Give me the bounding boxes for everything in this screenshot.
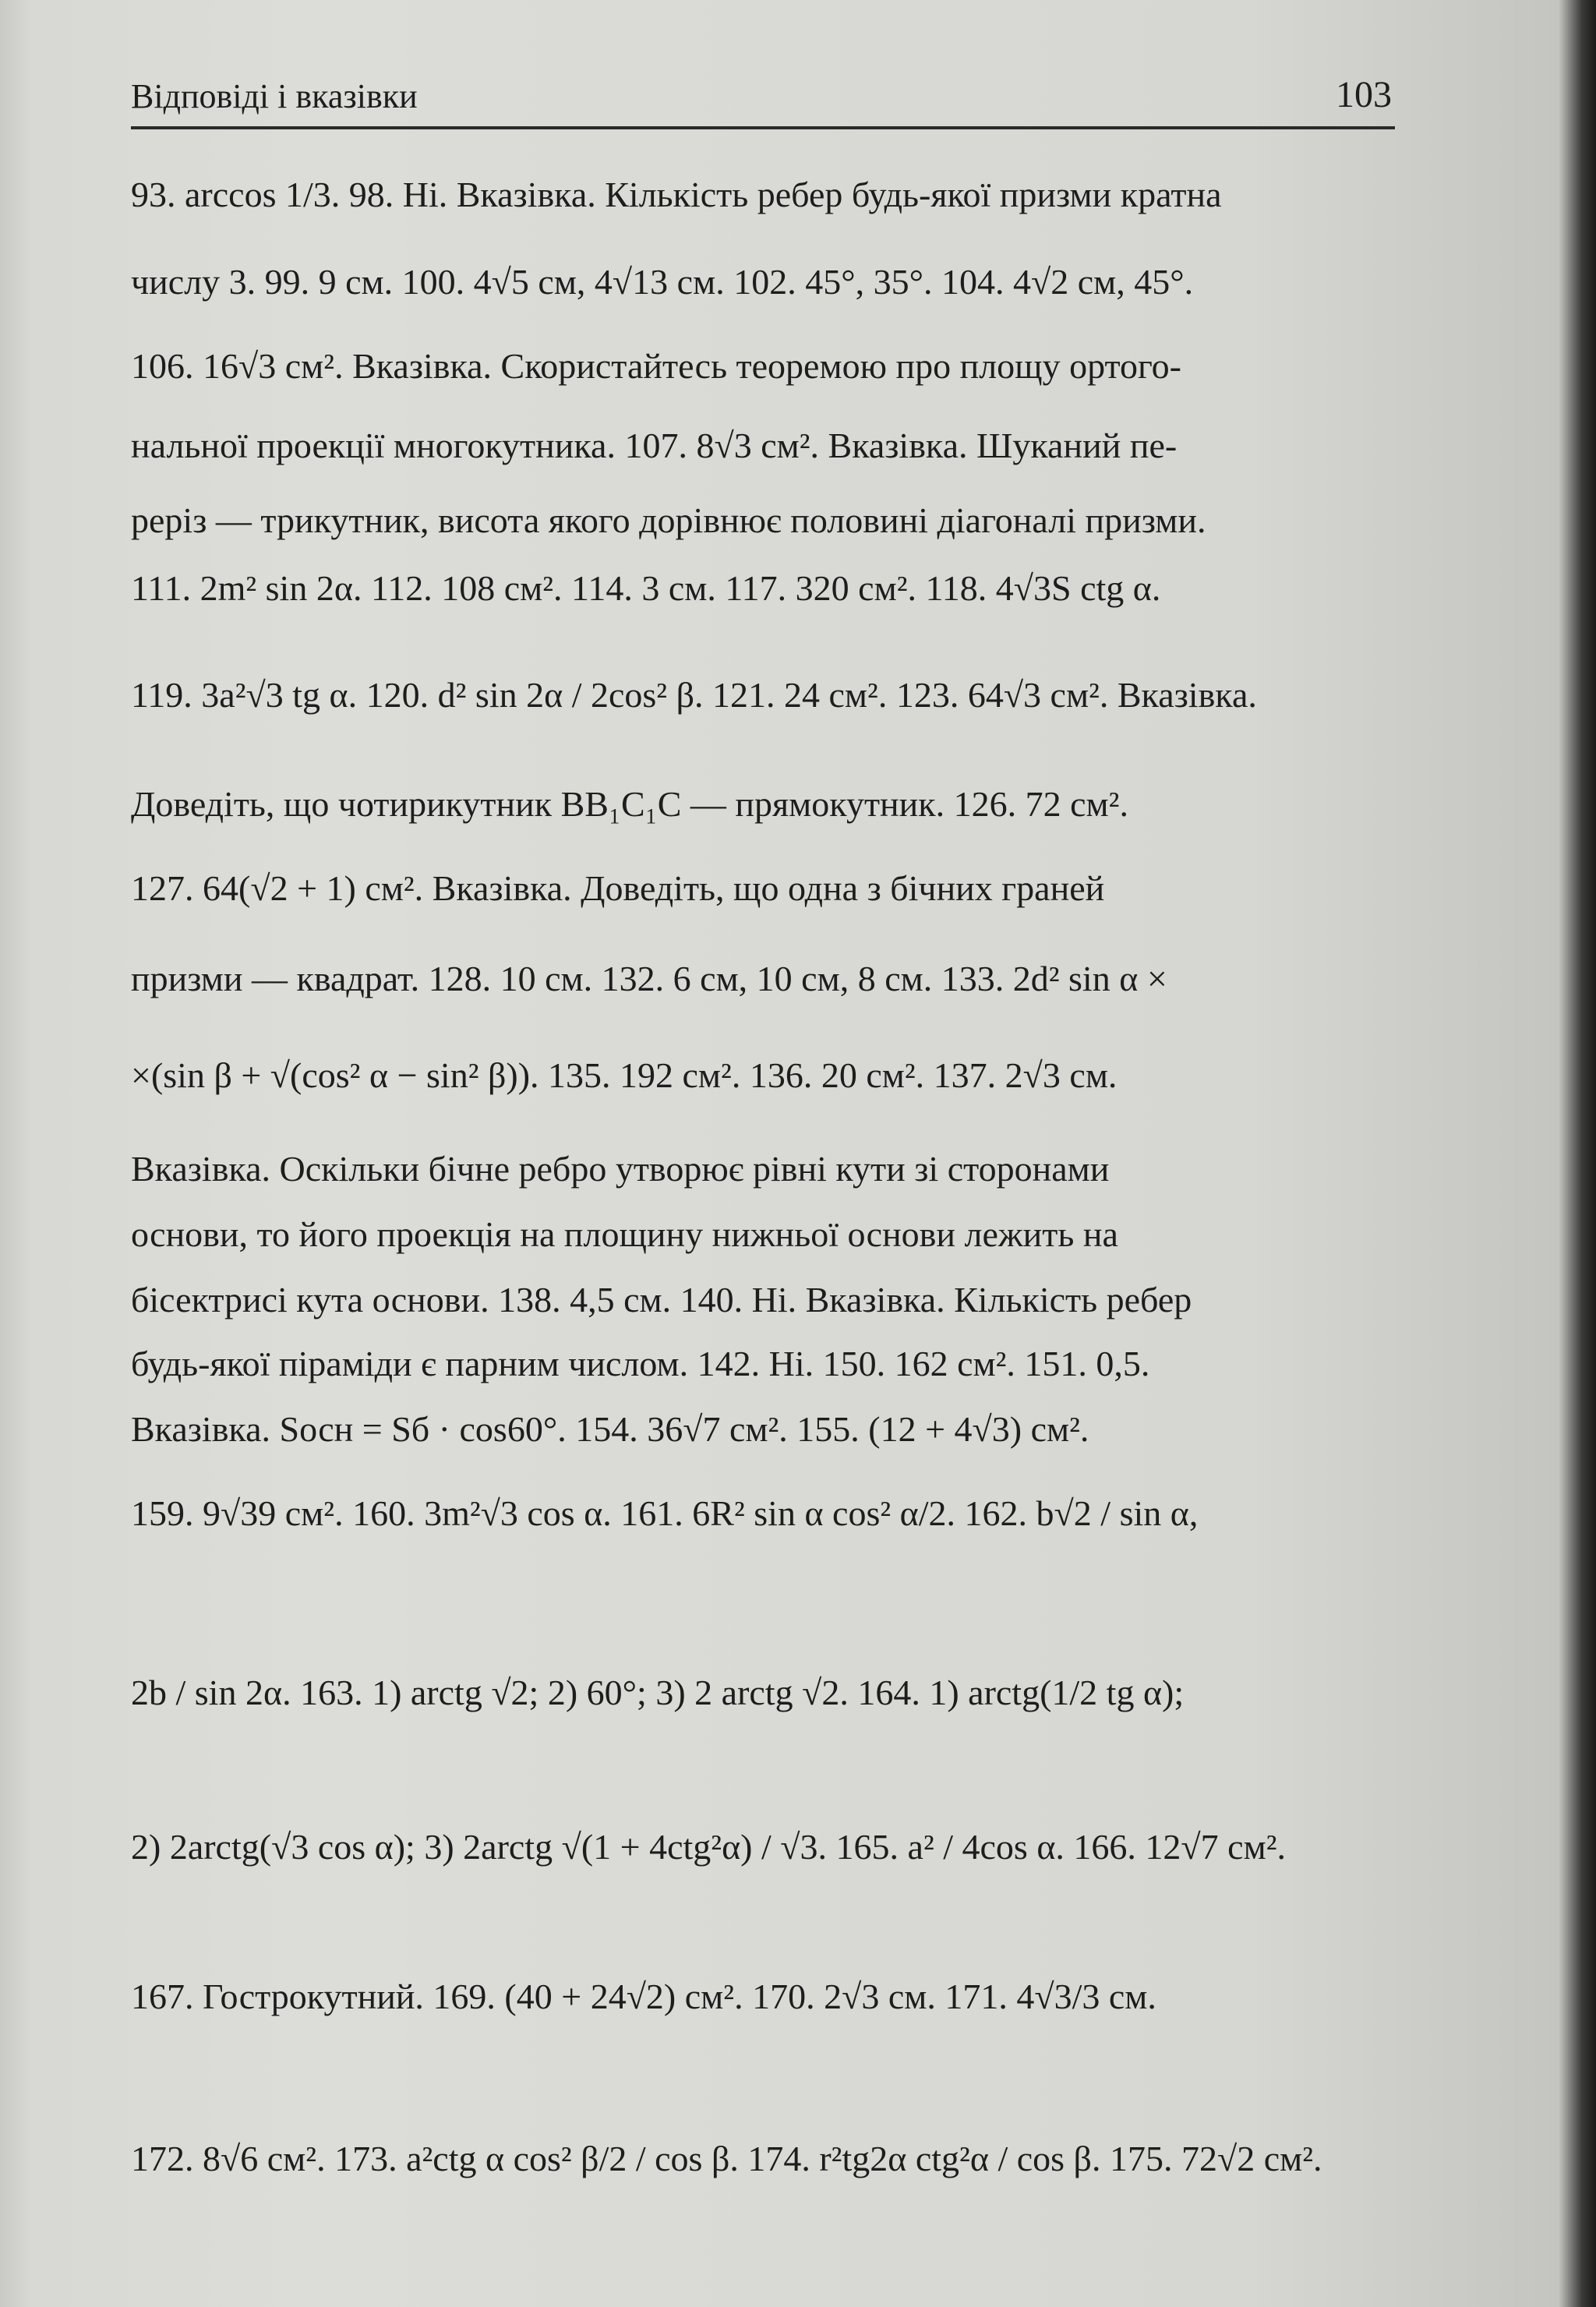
text-line-19: 2) 2arctg(√3 cos α); 3) 2arctg √(1 + 4ctg²α) / √3. 165. a² / 4cos α. 166. 12√7 см².	[131, 1827, 1286, 1867]
page-header	[131, 70, 1395, 129]
text-line-10: призми — квадрат. 128. 10 см. 132. 6 см, 10 см, 8 см. 133. 2d² sin α ×	[131, 959, 1167, 998]
page-number: 103	[1336, 74, 1392, 115]
text-line-3: 106. 16√3 см². Вказівка. Скористайтесь теоремою про площу ортого-	[131, 346, 1181, 386]
text-line-20: 167. Гострокутний. 169. (40 + 24√2) см². 170. 2√3 см. 171. 4√3/3 см.	[131, 1977, 1156, 2016]
text-line-6: 111. 2m² sin 2α. 112. 108 см². 114. 3 см. 117. 320 см². 118. 4√3S ctg α.	[131, 568, 1161, 608]
header-title: Відповіді і вказівки	[131, 77, 418, 115]
text-line-17: 159. 9√39 см². 160. 3m²√3 cos α. 161. 6R² sin α cos² α/2. 162. b√2 / sin α,	[131, 1493, 1199, 1533]
text-line-2: числу 3. 99. 9 см. 100. 4√5 см, 4√13 см. 102. 45°, 35°. 104. 4√2 см, 45°.	[131, 262, 1194, 302]
text-line-21: 172. 8√6 см². 173. a²ctg α cos² β/2 / cos β. 174. r²tg2α ctg²α / cos β. 175. 72√2 см².	[131, 2139, 1322, 2178]
text-line-14: бісектрисі кута основи. 138. 4,5 см. 140. Ні. Вказівка. Кількість ребер	[131, 1280, 1192, 1320]
text-line-1: 93. arccos 1/3. 98. Ні. Вказівка. Кількість ребер будь-якої призми кратна	[131, 175, 1222, 214]
text-line-7: 119. 3a²√3 tg α. 120. d² sin 2α / 2cos² β. 121. 24 см². 123. 64√3 см². Вказівка.	[131, 675, 1257, 715]
text-line-13: основи, то його проекція на площину нижньої основи лежить на	[131, 1214, 1118, 1254]
text-line-15: будь-якої піраміди є парним числом. 142. Ні. 150. 162 см². 151. 0,5.	[131, 1344, 1150, 1383]
text-line-4: нальної проекції многокутника. 107. 8√3 см². Вказівка. Шуканий пе-	[131, 426, 1178, 465]
text-line-12: Вказівка. Оскільки бічне ребро утворює рівні кути зі сторонами	[131, 1149, 1110, 1189]
text-line-8: Доведіть, що чотирикутник BB₁C₁C — прямокутник. 126. 72 см².	[131, 784, 1128, 824]
text-line-11: ×(sin β + √(cos² α − sin² β)). 135. 192 см². 136. 20 см². 137. 2√3 см.	[131, 1055, 1118, 1095]
text-line-5: реріз — трикутник, висота якого дорівнює половині діагоналі призми.	[131, 500, 1206, 540]
text-line-18: 2b / sin 2α. 163. 1) arctg √2; 2) 60°; 3) 2 arctg √2. 164. 1) arctg(1/2 tg α);	[131, 1673, 1185, 1712]
text-line-9: 127. 64(√2 + 1) см². Вказівка. Доведіть, що одна з бічних граней	[131, 868, 1105, 908]
text-line-16: Вказівка. Sосн = Sб · cos60°. 154. 36√7 см². 155. (12 + 4√3) см².	[131, 1409, 1089, 1449]
